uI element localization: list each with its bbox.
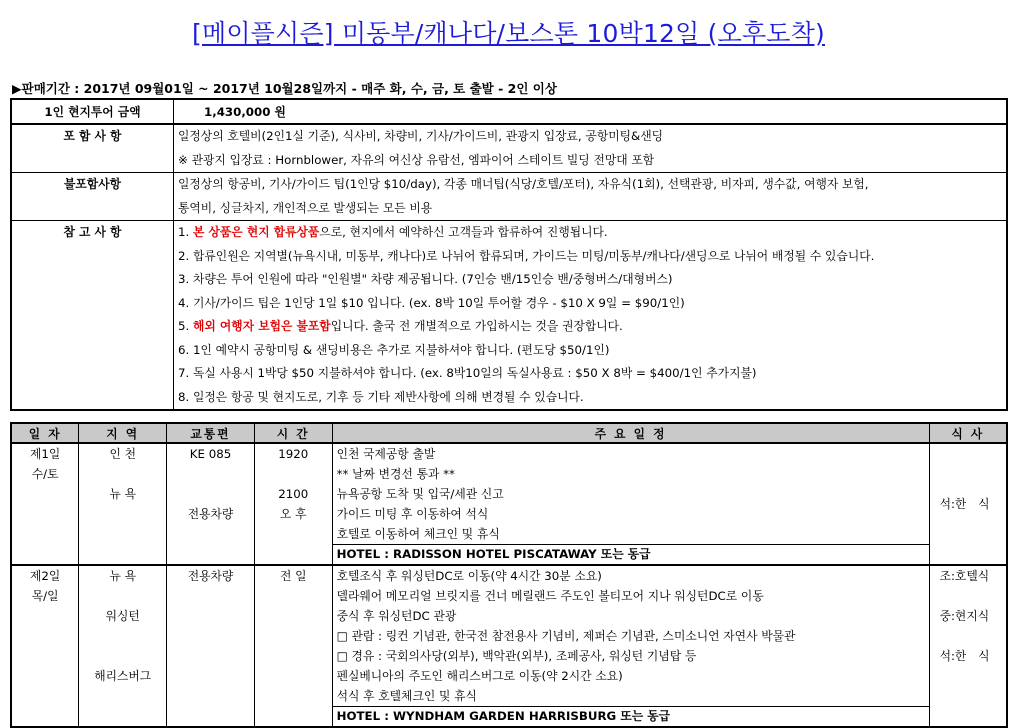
itinerary-line: 호텔로 이동하여 체크인 및 휴식 xyxy=(336,527,500,541)
header-itinerary: 주 요 일 정 xyxy=(332,423,929,443)
notes-label: 참 고 사 항 xyxy=(11,221,174,411)
exclude-line: 통역비, 싱글차지, 개인적으로 발생되는 모든 비용 xyxy=(178,200,433,215)
schedule-header xyxy=(11,423,1007,443)
header-meals: 식 사 xyxy=(929,423,1007,443)
note-item: 2. 합류인원은 지역별(뉴욕시내, 미동부, 캐나다)로 나뉘어 합류되며, 가이드는 미팅/미동부/캐나다/샌딩으로 나뉘어 배정될 수 있습니다. xyxy=(178,248,875,263)
include-line: 일정상의 호텔비(2인1실 기준), 식사비, 차량비, 기사/가이드비, 관광지 입장료, 공항미팅&샌딩 xyxy=(178,129,663,143)
note-item: 7. 독실 사용시 1박당 $50 지불하셔야 합니다. (ex. 8박10일의 독실사용료 : $50 X 8박 = $400/1인 추가지불) xyxy=(178,366,757,380)
day-meals: 조:호텔식 중:현지식 석:한 식 xyxy=(929,565,1007,727)
day-region: 뉴 욕 워싱턴 해리스버그 xyxy=(79,565,167,727)
itinerary-line: 펜실베니아의 주도인 해리스버그로 이동(약 2시간 소요) xyxy=(336,669,623,683)
sale-period: ▶판매기간 : 2017년 09월01일 ~ 2017년 10월28일까지 - 매주 화, 수, 금, 토 출발 - 2인 이상 xyxy=(12,81,557,96)
day-transport: KE 085 전용차량 xyxy=(167,443,255,565)
day-time: 전 일 xyxy=(254,565,332,727)
notes-row xyxy=(11,221,1007,411)
itinerary-line: □ 관람 : 링컨 기념관, 한국전 참전용사 기념비, 제퍼슨 기념관, 스미소니언 자연사 박물관 xyxy=(336,629,796,643)
day-meals: 석:한 식 xyxy=(929,443,1007,565)
day-date: 제2일 목/일 xyxy=(11,565,79,727)
day-itinerary xyxy=(332,565,929,727)
itinerary-line: □ 경유 : 국회의사당(외부), 백악관(외부), 조페공사, 워싱턴 기념탑 등 xyxy=(336,649,697,663)
header-date: 일 자 xyxy=(11,423,79,443)
exclude-text xyxy=(174,173,1008,221)
itinerary-line: 호텔조식 후 워싱턴DC로 이동(약 4시간 30분 소요) xyxy=(336,569,602,583)
day-region: 인 천 뉴 욕 xyxy=(79,443,167,565)
day-itinerary xyxy=(332,443,929,565)
include-text xyxy=(174,124,1008,173)
price-row xyxy=(11,99,1007,124)
price-label: 1인 현지투어 금액 xyxy=(11,99,174,124)
note-item: 3. 차량은 투어 인원에 따라 "인원별" 차량 제공됩니다. (7인승 밴/15인승 밴/중형버스/대형버스) xyxy=(178,272,673,286)
include-label: 포 함 사 항 xyxy=(11,124,174,173)
note-item: 5. 해외 여행자 보험은 불포함입니다. 출국 전 개별적으로 가입하시는 것을 권장합니다. xyxy=(178,319,623,333)
note-item: 6. 1인 예약시 공항미팅 & 샌딩비용은 추가로 지불하셔야 합니다. (편도당 $50/1인) xyxy=(178,342,610,357)
price-value: 1,430,000 원 xyxy=(174,99,1008,124)
header-region: 지 역 xyxy=(79,423,167,443)
note-highlight: 본 상품은 현지 합류상품 xyxy=(193,225,320,239)
include-row xyxy=(11,124,1007,173)
day-date: 제1일 수/토 xyxy=(11,443,79,565)
schedule-day-2 xyxy=(11,565,1007,727)
note-highlight: 해외 여행자 보험은 불포함 xyxy=(193,319,331,333)
header-time: 시 간 xyxy=(254,423,332,443)
note-item: 1. 본 상품은 현지 합류상품으로, 현지에서 예약하신 고객들과 합류하여 진행됩니다. xyxy=(178,225,608,239)
hotel-line: HOTEL : WYNDHAM GARDEN HARRISBURG 또는 동급 xyxy=(333,706,929,726)
schedule-day-1 xyxy=(11,443,1007,565)
itinerary-line: 중식 후 워싱턴DC 관광 xyxy=(336,609,457,623)
note-item: 8. 일정은 항공 및 현지도로, 기후 등 기타 제반사항에 의해 변경될 수 있습니다. xyxy=(178,389,584,404)
itinerary-line: 석식 후 호텔체크인 및 휴식 xyxy=(336,689,477,703)
day-transport: 전용차량 xyxy=(167,565,255,727)
page-title: [메이플시즌] 미동부/캐나다/보스톤 10박12일 (오후도착) xyxy=(192,19,825,48)
itinerary-line: 인천 국제공항 출발 xyxy=(336,447,436,461)
exclude-label: 불포함사항 xyxy=(11,173,174,221)
hotel-line: HOTEL : RADISSON HOTEL PISCATAWAY 또는 동급 xyxy=(333,544,929,564)
note-item: 4. 기사/가이드 팁은 1인당 1일 $10 입니다. (ex. 8박 10일 투어할 경우 - $10 X 9일 = $90/1인) xyxy=(178,295,685,310)
exclude-row xyxy=(11,173,1007,221)
itinerary-line: 가이드 미팅 후 이동하여 석식 xyxy=(336,507,489,521)
exclude-line: 일정상의 항공비, 기사/가이드 팁(1인당 $10/day), 각종 매너팁(식당/호텔/포터), 자유식(1회), 선택관광, 비자피, 생수값, 여행자 보험, xyxy=(178,177,869,191)
include-line: ※ 관광지 입장료 : Hornblower, 자유의 여신상 유람선, 엠파이어 스테이트 빌딩 전망대 포함 xyxy=(178,152,655,167)
info-table xyxy=(10,98,1008,411)
header-transport: 교통편 xyxy=(167,423,255,443)
day-time: 1920 2100 오 후 xyxy=(254,443,332,565)
notes-text xyxy=(174,221,1008,411)
schedule-table xyxy=(10,422,1008,728)
itinerary-line: 델라웨어 메모리얼 브릿지를 건너 메릴랜드 주도인 볼티모어 지나 워싱턴DC로 이동 xyxy=(336,589,764,603)
itinerary-line: ** 날짜 변경선 통과 ** xyxy=(336,467,455,481)
itinerary-line: 뉴욕공항 도착 및 입국/세관 신고 xyxy=(336,487,504,501)
